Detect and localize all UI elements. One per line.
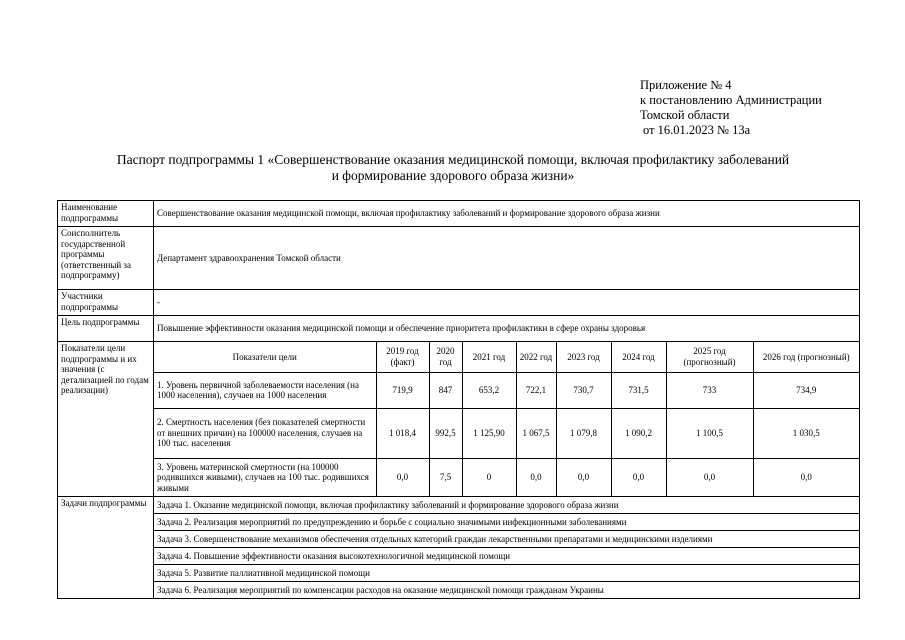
name-value: Совершенствование оказания медицинской помощи, включая профилактику заболеваний и формирование здорового образа жизни — [154, 201, 860, 227]
indicator-value: 733 — [666, 372, 753, 408]
appendix-region: Томской области — [640, 108, 730, 122]
ind-header-name: Показатели цели — [154, 342, 376, 372]
indicator-value: 734,9 — [753, 372, 859, 408]
ind-header-2021: 2021 год — [462, 342, 516, 372]
appendix-block — [640, 78, 822, 138]
indicator-value: 0,0 — [516, 458, 556, 496]
indicator-value: 992,5 — [429, 408, 462, 458]
indicator-value: 1 030,5 — [753, 408, 859, 458]
indicator-value: 0 — [462, 458, 516, 496]
indicator-row — [154, 408, 859, 458]
indicator-value: 0,0 — [611, 458, 666, 496]
indicator-value: 0,0 — [753, 458, 859, 496]
indicator-name: 2. Смертность населения (без показателей смертности от внешних причин) на 100000 населения, случаев на 100 тыс. населения — [154, 408, 376, 458]
coexec-value: Департамент здравоохранения Томской области — [154, 227, 860, 290]
ind-header-2023: 2023 год — [556, 342, 611, 372]
tasks-label: Задачи подпрограммы — [58, 497, 154, 599]
indicator-name: 3. Уровень материнской смертности (на 100000 родившихся живыми), случаев на 100 тыс. родившихся живыми — [154, 458, 376, 496]
indicator-value: 722,1 — [516, 372, 556, 408]
task-item: Задача 5. Развитие паллиативной медицинской помощи — [154, 565, 860, 582]
indicator-value: 731,5 — [611, 372, 666, 408]
participants-value: - — [154, 290, 860, 316]
title-line-2: и формирование здорового образа жизни» — [331, 168, 575, 183]
task-item: Задача 3. Совершенствование механизмов обеспечения отдельных категорий граждан лекарственными препаратами и медицинскими изделиями — [154, 531, 860, 548]
indicator-value: 1 018,4 — [376, 408, 429, 458]
task-item: Задача 6. Реализация мероприятий по компенсации расходов на оказание медицинской помощи гражданам Украины — [154, 582, 860, 599]
name-label: Наименование подпрограммы — [58, 201, 154, 227]
appendix-date: от 16.01.2023 № 13а — [643, 123, 751, 137]
indicator-value: 0,0 — [376, 458, 429, 496]
indicator-value: 7,5 — [429, 458, 462, 496]
indicator-value: 1 090,2 — [611, 408, 666, 458]
appendix-ref: к постановлению Администрации — [640, 93, 822, 107]
coexec-label: Соисполнитель государственной программы (ответственный за подпрограмму) — [58, 227, 154, 290]
task-item: Задача 2. Реализация мероприятий по предупреждению и борьбе с социально значимыми инфекционными заболеваниями — [154, 514, 860, 531]
indicator-value: 1 067,5 — [516, 408, 556, 458]
ind-header-2025: 2025 год (прогнозный) — [666, 342, 753, 372]
indicators-cell — [154, 342, 860, 497]
indicator-value: 0,0 — [666, 458, 753, 496]
title-line-1: Паспорт подпрограммы 1 «Совершенствование оказания медицинской помощи, включая профилактику заболеваний — [116, 152, 790, 167]
task-item: Задача 4. Повышение эффективности оказания высокотехнологичной медицинской помощи — [154, 548, 860, 565]
goal-value: Повышение эффективности оказания медицинской помощи и обеспечение приоритета профилактики в сфере охраны здоровья — [154, 316, 860, 342]
appendix-number: Приложение № 4 — [640, 78, 732, 92]
task-item: Задача 1. Оказание медицинской помощи, включая профилактику заболеваний и формирование здорового образа жизни — [154, 497, 860, 514]
document-title — [60, 152, 846, 184]
indicators-label: Показатели цели подпрограммы и их значения (с детализацией по годам реализации) — [58, 342, 154, 497]
ind-header-2020: 2020 год — [429, 342, 462, 372]
indicators-table — [154, 342, 859, 496]
ind-header-2022: 2022 год — [516, 342, 556, 372]
indicator-row — [154, 372, 859, 408]
ind-header-2026: 2026 год (прогнозный) — [753, 342, 859, 372]
indicator-value: 847 — [429, 372, 462, 408]
indicator-row — [154, 458, 859, 496]
ind-header-2019: 2019 год (факт) — [376, 342, 429, 372]
goal-label: Цель подпрограммы — [58, 316, 154, 342]
indicator-value: 1 100,5 — [666, 408, 753, 458]
indicator-value: 0,0 — [556, 458, 611, 496]
ind-header-2024: 2024 год — [611, 342, 666, 372]
indicator-value: 653,2 — [462, 372, 516, 408]
indicator-value: 730,7 — [556, 372, 611, 408]
indicator-value: 1 079,8 — [556, 408, 611, 458]
passport-table — [57, 200, 860, 599]
indicator-name: 1. Уровень первичной заболеваемости населения (на 1000 населения), случаев на 1000 населения — [154, 372, 376, 408]
indicator-value: 1 125,90 — [462, 408, 516, 458]
indicator-value: 719,9 — [376, 372, 429, 408]
participants-label: Участники подпрограммы — [58, 290, 154, 316]
